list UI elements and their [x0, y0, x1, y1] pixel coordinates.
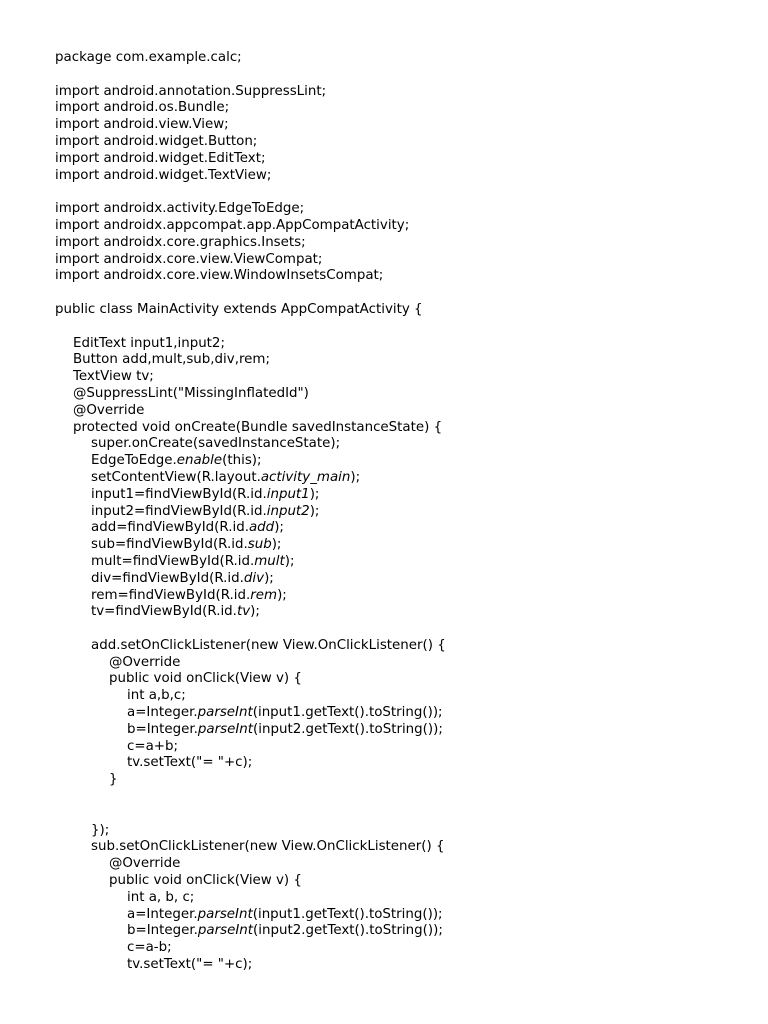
code-text: mult=findViewById(R.id. [91, 553, 255, 569]
code-text: import android.widget.Button; [55, 133, 258, 149]
code-text: setContentView(R.layout. [91, 469, 261, 485]
blank-line [55, 806, 755, 823]
code-text: input1=findViewById(R.id. [91, 486, 267, 502]
code-line [55, 168, 755, 185]
code-text: ); [309, 486, 320, 502]
code-text: import androidx.core.view.WindowInsetsCompat; [55, 268, 384, 284]
blank-line [55, 285, 755, 302]
italic-identifier: rem [250, 587, 278, 603]
code-text: c=a-b; [127, 940, 172, 956]
italic-identifier: parseInt [197, 923, 254, 939]
code-text: ); [274, 520, 284, 536]
code-text: ); [284, 553, 295, 569]
code-line [55, 100, 755, 117]
code-text: ); [271, 537, 282, 553]
italic-identifier: activity_main [260, 469, 351, 485]
code-text: import android.widget.EditText; [55, 150, 266, 166]
code-line [55, 470, 755, 487]
code-line [55, 688, 755, 705]
code-text: public class MainActivity extends AppCompatActivity { [55, 301, 423, 317]
code-text: c=a+b; [127, 738, 179, 754]
code-text: ); [264, 570, 274, 586]
code-line [55, 907, 755, 924]
code-text: div=findViewById(R.id. [91, 570, 244, 586]
code-line [55, 504, 755, 521]
italic-identifier: parseInt [197, 906, 253, 922]
code-line [55, 268, 755, 285]
code-line [55, 638, 755, 655]
code-line [55, 537, 755, 554]
code-text: @Override [109, 654, 181, 670]
code-text: import android.os.Bundle; [55, 100, 230, 116]
code-line [55, 134, 755, 151]
code-line [55, 588, 755, 605]
blank-line [55, 184, 755, 201]
code-text: @Override [109, 856, 181, 872]
code-line [55, 369, 755, 386]
code-text: ); [277, 587, 287, 603]
code-line [55, 151, 755, 168]
code-text: @SuppressLint("MissingInflatedId") [73, 385, 309, 401]
code-text: sub=findViewById(R.id. [91, 537, 248, 553]
code-line [55, 84, 755, 101]
code-line [55, 923, 755, 940]
code-line [55, 336, 755, 353]
italic-identifier: add [248, 520, 275, 536]
code-text: a=Integer. [127, 705, 198, 721]
code-line [55, 940, 755, 957]
code-text: public void onClick(View v) { [109, 873, 302, 889]
code-text: protected void onCreate(Bundle savedInstanceState) { [73, 419, 443, 435]
code-text: tv.setText("= "+c); [127, 755, 253, 771]
code-line [55, 386, 755, 403]
code-text: tv=findViewById(R.id. [91, 604, 237, 620]
code-line [55, 571, 755, 588]
code-text: ); [250, 604, 260, 620]
code-line [55, 252, 755, 269]
italic-identifier: mult [254, 553, 285, 569]
code-text: import androidx.core.graphics.Insets; [55, 234, 306, 250]
code-text: public void onClick(View v) { [109, 671, 302, 687]
code-line [55, 957, 755, 974]
code-line [55, 520, 755, 537]
code-text: ); [350, 469, 361, 485]
code-text: import androidx.activity.EdgeToEdge; [55, 201, 305, 217]
code-text: EditText input1,input2; [73, 335, 225, 351]
code-line [55, 856, 755, 873]
code-text: a=Integer. [127, 906, 198, 922]
code-text: import android.annotation.SuppressLint; [55, 83, 327, 99]
code-line [55, 823, 755, 840]
code-line [55, 772, 755, 789]
code-text: import android.widget.TextView; [55, 167, 272, 183]
italic-identifier: enable [176, 453, 223, 469]
italic-identifier: tv [236, 604, 251, 620]
blank-line [55, 319, 755, 336]
code-text: b=Integer. [127, 721, 198, 737]
code-text: import android.view.View; [55, 117, 229, 133]
code-text: } [109, 772, 118, 788]
code-text: }); [91, 822, 110, 838]
code-line [55, 755, 755, 772]
code-text: ); [309, 503, 320, 519]
italic-identifier: div [243, 570, 265, 586]
code-line [55, 453, 755, 470]
code-text: import androidx.appcompat.app.AppCompatActivity; [55, 217, 410, 233]
code-text: tv.setText("= "+c); [127, 957, 253, 973]
code-line [55, 201, 755, 218]
italic-identifier: parseInt [197, 721, 254, 737]
code-line [55, 50, 755, 67]
code-line [55, 554, 755, 571]
code-text: TextView tv; [73, 369, 154, 385]
code-line [55, 655, 755, 672]
code-text: add=findViewById(R.id. [91, 520, 249, 536]
code-line [55, 890, 755, 907]
code-line [55, 218, 755, 235]
code-line [55, 302, 755, 319]
code-line [55, 604, 755, 621]
code-text: int a, b, c; [127, 889, 195, 905]
code-document [55, 50, 755, 974]
code-line [55, 873, 755, 890]
blank-line [55, 67, 755, 84]
blank-line [55, 789, 755, 806]
code-line [55, 436, 755, 453]
code-text: (this); [222, 453, 262, 469]
code-text: b=Integer. [127, 923, 198, 939]
code-text: sub.setOnClickListener(new View.OnClickListener() { [91, 839, 445, 855]
code-line [55, 352, 755, 369]
code-text: super.onCreate(savedInstanceState); [91, 436, 341, 452]
code-text: (input1.getText().toString()); [252, 705, 443, 721]
blank-line [55, 621, 755, 638]
italic-identifier: input1 [266, 486, 310, 502]
code-text: (input2.getText().toString()); [253, 721, 443, 737]
code-text: Button add,mult,sub,div,rem; [73, 352, 270, 368]
code-text: (input1.getText().toString()); [252, 906, 443, 922]
code-text: input2=findViewById(R.id. [91, 503, 267, 519]
code-line [55, 487, 755, 504]
code-line [55, 739, 755, 756]
code-text: (input2.getText().toString()); [253, 923, 443, 939]
code-text: import androidx.core.view.ViewCompat; [55, 251, 323, 267]
code-line [55, 420, 755, 437]
italic-identifier: sub [247, 537, 272, 553]
code-text: package com.example.calc; [55, 50, 242, 65]
code-text: int a,b,c; [127, 688, 186, 704]
code-line [55, 671, 755, 688]
code-line [55, 403, 755, 420]
code-line [55, 839, 755, 856]
italic-identifier: parseInt [197, 705, 253, 721]
code-text: add.setOnClickListener(new View.OnClickListener() { [91, 637, 446, 653]
code-text: EdgeToEdge. [91, 453, 177, 469]
code-line [55, 722, 755, 739]
code-line [55, 235, 755, 252]
code-text: @Override [73, 402, 145, 418]
code-line [55, 705, 755, 722]
italic-identifier: input2 [266, 503, 310, 519]
code-line [55, 117, 755, 134]
code-text: rem=findViewById(R.id. [91, 587, 251, 603]
